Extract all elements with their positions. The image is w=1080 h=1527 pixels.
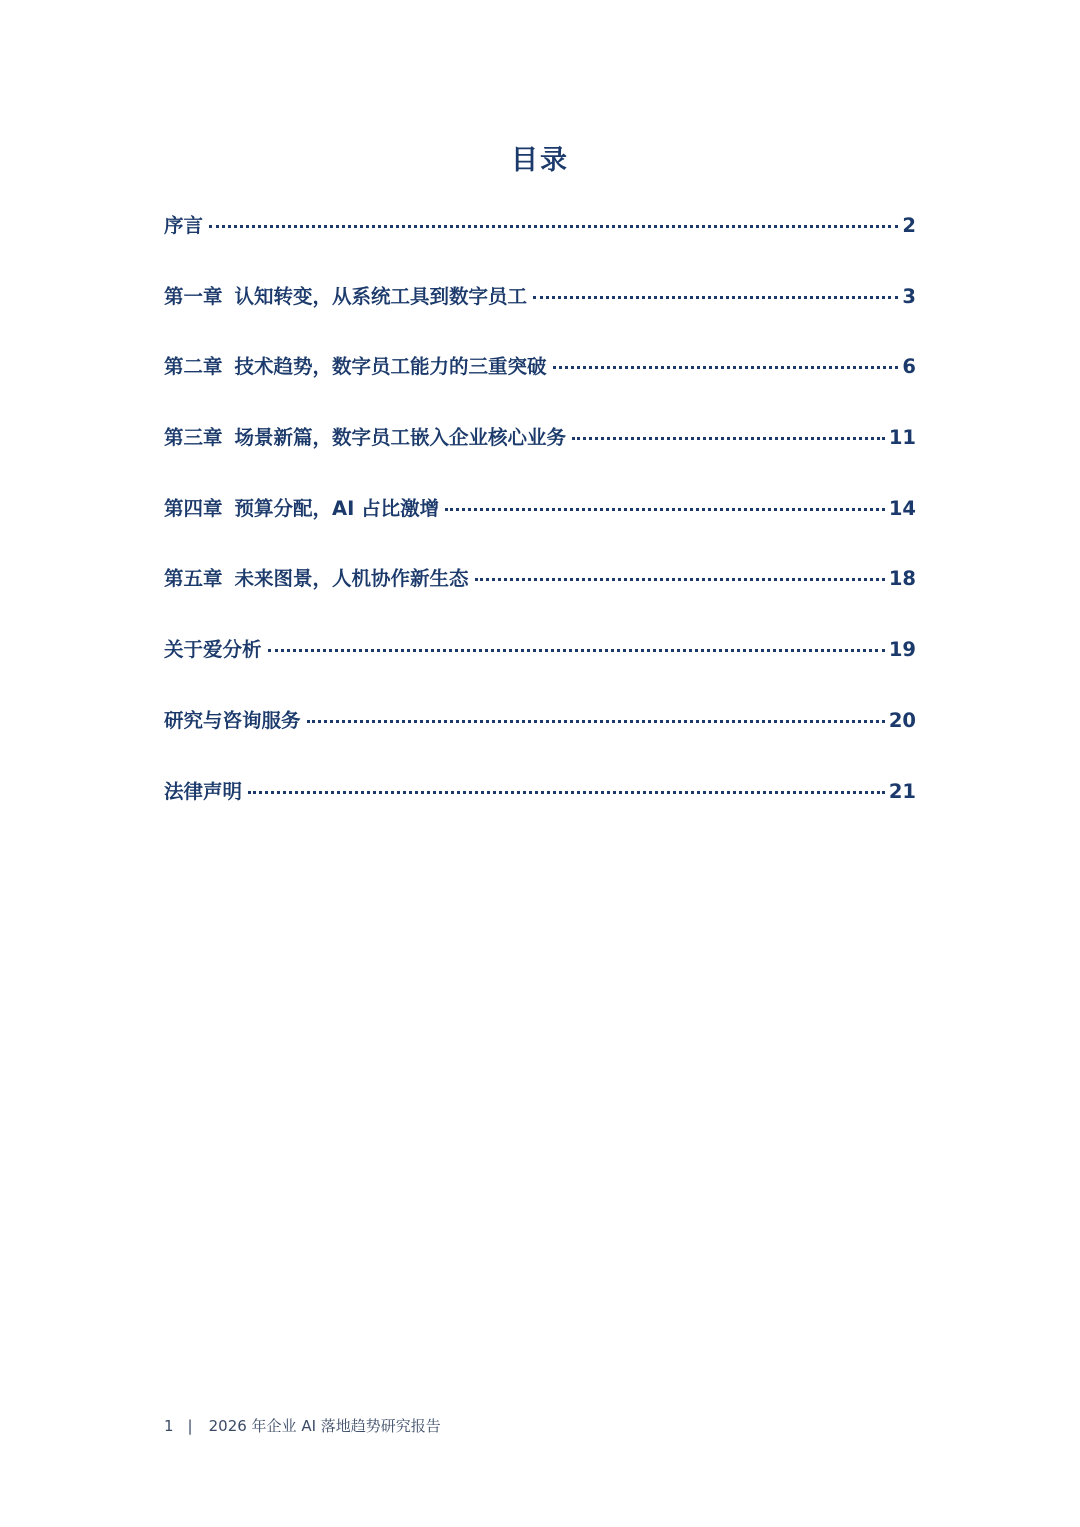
toc-entry-title: 法律声明 [164, 779, 243, 803]
toc-page-number: 18 [888, 567, 916, 591]
toc-entry-title: 研究与咨询服务 [164, 708, 301, 732]
toc-entry-title: 场景新篇，数字员工嵌入企业核心业务 [234, 426, 567, 450]
toc-entry-label [164, 281, 527, 309]
toc-chapter-number: 第三章 [164, 426, 223, 450]
toc-entry-label [164, 705, 301, 733]
toc-entry-label [164, 493, 439, 521]
dot-leader [475, 578, 885, 581]
toc-entry-label [164, 634, 262, 662]
toc-entry-chapter-1[interactable] [164, 281, 916, 352]
toc-entry-title: 认知转变，从系统工具到数字员工 [234, 284, 528, 308]
toc-entry-preface[interactable] [164, 210, 916, 281]
dot-leader [553, 366, 899, 369]
toc-entry-chapter-3[interactable] [164, 422, 916, 493]
dot-leader [248, 791, 885, 794]
toc-entry-label [164, 563, 469, 591]
toc-entry-chapter-5[interactable] [164, 563, 916, 634]
page-footer [164, 1415, 441, 1436]
toc-entry-label [164, 210, 203, 238]
footer-report-title: 2026 年企业 AI 落地趋势研究报告 [208, 1417, 441, 1435]
toc-entry-label [164, 422, 566, 450]
toc-entry-label [164, 776, 242, 804]
toc-page-number: 6 [902, 355, 916, 379]
toc-entry-chapter-4[interactable] [164, 493, 916, 564]
toc-entry-title: 技术趋势，数字员工能力的三重突破 [234, 355, 547, 379]
toc-chapter-number: 第一章 [164, 284, 223, 308]
dot-leader [209, 225, 898, 228]
toc-page-number: 3 [902, 284, 916, 308]
toc-chapter-number: 第四章 [164, 496, 223, 520]
toc-page-number: 2 [902, 214, 916, 237]
footer-page-number: 1 [164, 1416, 174, 1435]
toc-entry-title: 未来图景，人机协作新生态 [234, 567, 469, 591]
toc-entry-research-services[interactable] [164, 705, 916, 776]
toc-entry-about[interactable] [164, 634, 916, 705]
toc-page-number: 14 [888, 496, 916, 520]
table-of-contents [164, 210, 916, 846]
toc-entry-legal[interactable] [164, 776, 916, 847]
toc-page-number: 19 [888, 638, 916, 662]
toc-entry-chapter-2[interactable] [164, 351, 916, 422]
toc-page-number: 21 [888, 779, 916, 803]
dot-leader [533, 296, 898, 299]
dot-leader [268, 649, 885, 652]
toc-entry-label [164, 351, 547, 379]
dot-leader [572, 437, 885, 440]
toc-page-number: 20 [888, 708, 916, 732]
toc-page-number: 11 [888, 426, 916, 450]
toc-entry-title: 序言 [164, 214, 204, 237]
toc-entry-title: 关于爱分析 [164, 638, 262, 662]
toc-chapter-number: 第五章 [164, 567, 223, 591]
footer-divider: | [187, 1416, 193, 1435]
page-title: 目录 [511, 145, 569, 176]
dot-leader [307, 720, 885, 723]
dot-leader [445, 508, 885, 511]
toc-entry-title: 预算分配，AI 占比激增 [234, 496, 440, 520]
toc-chapter-number: 第二章 [164, 355, 223, 379]
